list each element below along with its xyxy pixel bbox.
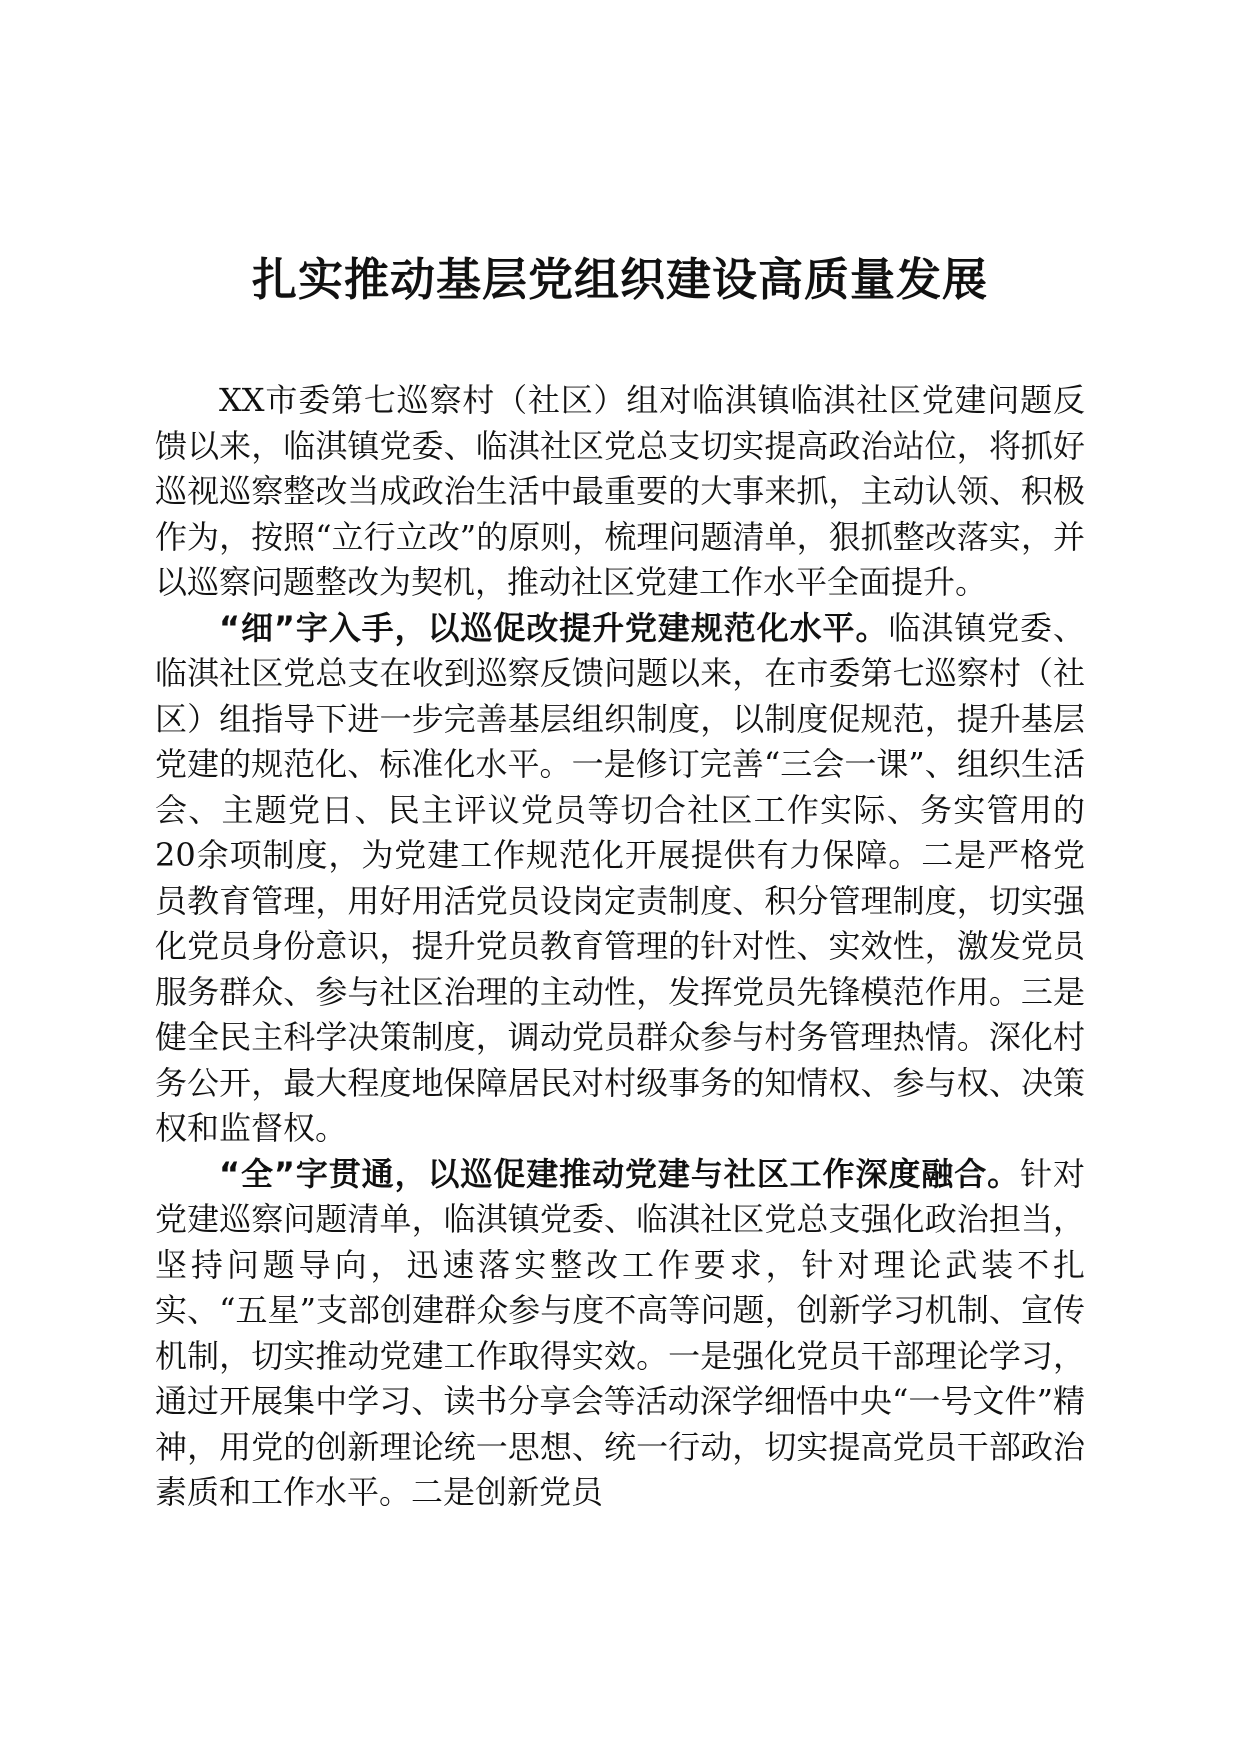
paragraph-text: 针对党建巡察问题清单，临淇镇党委、临淇社区党总支强化政治担当，坚持问题导向，迅速落实整改工作要求，针对理论武装不扎实、“五星”支部创建群众参与度不高等问题，创新学习机制、宣传机制，切实推动党建工作取得实效。一是强化党员干部理论学习，通过开展集中学习、读书分享会等活动深学细悟中央“一号文件”精神，用党的创新理论统一思想、统一行动，切实提高党员干部政治素质和工作水平。二是创新党员 xyxy=(155,1154,1085,1511)
document-body xyxy=(155,378,1085,1516)
paragraph-lead-heading: “全”字贯通，以巡促建推动党建与社区工作深度融合。 xyxy=(219,1154,1021,1193)
paragraph-text: 临淇镇党委、临淇社区党总支在收到巡察反馈问题以来，在市委第七巡察村（社区）组指导下进一步完善基层组织制度，以制度促规范，提升基层党建的规范化、标准化水平。一是修订完善“三会一课”、组织生活会、主题党日、民主评议党员等切合社区工作实际、务实管用的20余项制度，为党建工作规范化开展提供有力保障。二是严格党员教育管理，用好用活党员设岗定责制度、积分管理制度，切实强化党员身份意识，提升党员教育管理的针对性、实效性，激发党员服务群众、参与社区治理的主动性，发挥党员先锋模范作用。三是健全民主科学决策制度，调动党员群众参与村务管理热情。深化村务公开，最大程度地保障居民对村级事务的知情权、参与权、决策权和监督权。 xyxy=(155,608,1085,1147)
document-title: 扎实推动基层党组织建设高质量发展 xyxy=(251,253,988,306)
paragraph-quan xyxy=(155,1152,1085,1516)
paragraph-lead-heading: “细”字入手，以巡促改提升党建规范化水平。 xyxy=(219,608,889,647)
paragraph-intro xyxy=(155,378,1085,606)
paragraph-xi xyxy=(155,606,1085,1152)
paragraph-text: XX市委第七巡察村（社区）组对临淇镇临淇社区党建问题反馈以来，临淇镇党委、临淇社区党总支切实提高政治站位，将抓好巡视巡察整改当成政治生活中最重要的大事来抓，主动认领、积极作为，按照“立行立改”的原则，梳理问题清单，狠抓整改落实，并以巡察问题整改为契机，推动社区党建工作水平全面提升。 xyxy=(155,381,1085,601)
